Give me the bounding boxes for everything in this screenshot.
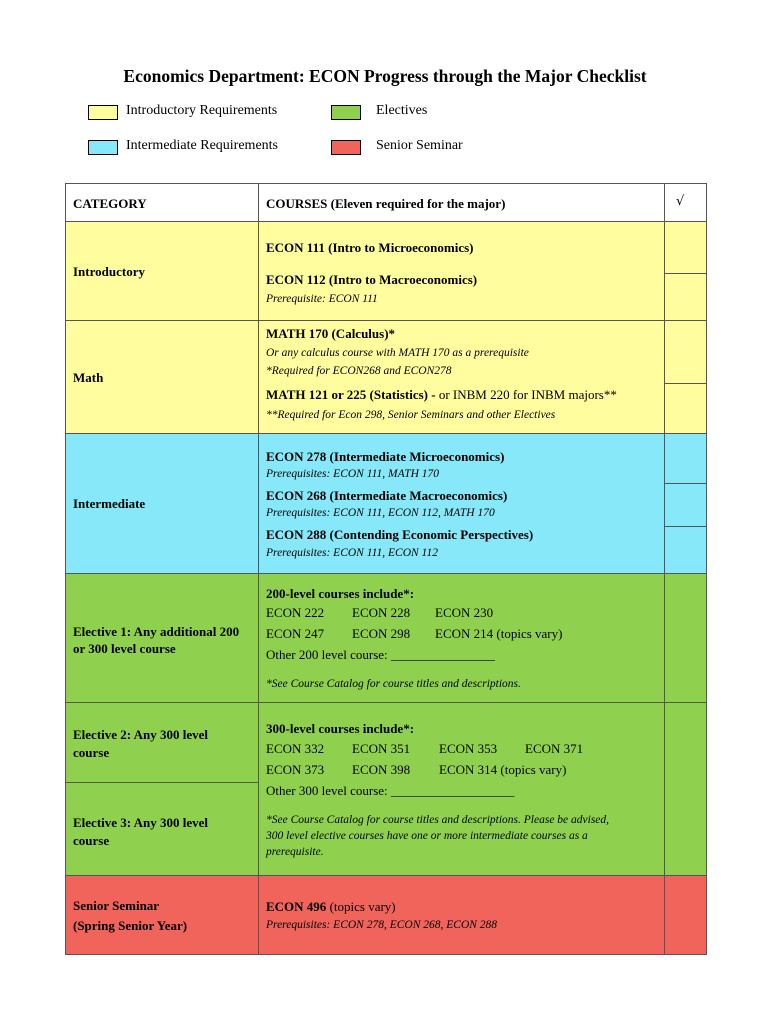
category-elective-2-line2: course <box>73 745 110 760</box>
checkbox-econ278[interactable] <box>669 439 703 479</box>
category-intermediate: Intermediate <box>73 496 146 511</box>
row-math <box>66 321 706 433</box>
checkbox-econ112[interactable] <box>669 277 703 317</box>
row-elective-1 <box>66 574 706 702</box>
legend-swatch-senior <box>331 140 361 155</box>
checkbox-math170[interactable] <box>669 326 703 378</box>
course-econ351: ECON 351 <box>352 741 411 756</box>
row-senior-seminar <box>66 876 706 954</box>
course-econ222: ECON 222 <box>266 605 325 620</box>
category-introductory: Introductory <box>73 264 145 279</box>
prereq-econ496: Prerequisites: ECON 278, ECON 268, ECON 288 <box>266 919 498 931</box>
legend-label-senior: Senior Seminar <box>376 138 463 153</box>
course-econ111: ECON 111 (Intro to Microeconomics) <box>266 240 474 255</box>
course-econ398: ECON 398 <box>352 762 411 777</box>
course-econ314: ECON 314 (topics vary) <box>439 762 567 777</box>
prereq-econ112: Prerequisite: ECON 111 <box>266 293 378 305</box>
legend-label-introductory: Introductory Requirements <box>126 103 278 118</box>
course-econ496: ECON 496 (topics vary) <box>266 899 396 914</box>
legend-swatch-intermediate <box>88 140 118 155</box>
category-senior-line2: (Spring Senior Year) <box>73 918 188 933</box>
checkbox-elective-2-3[interactable] <box>669 708 703 870</box>
elective-3-note-line3: prerequisite. <box>266 846 324 858</box>
course-econ288: ECON 288 (Contending Economic Perspectives) <box>266 527 534 542</box>
category-elective-1-line1: Elective 1: Any additional 200 <box>73 624 240 639</box>
elective-2-heading: 300-level courses include*: <box>266 721 415 736</box>
category-senior-line1: Senior Seminar <box>73 898 160 913</box>
prereq-econ288: Prerequisites: ECON 111, ECON 112 <box>266 547 438 559</box>
course-econ112: ECON 112 (Intro to Macroeconomics) <box>266 272 478 287</box>
prereq-econ268: Prerequisites: ECON 111, ECON 112, MATH 170 <box>266 507 495 519</box>
legend-swatch-introductory <box>88 105 118 120</box>
elective-2-other: Other 300 level course: ___________________ <box>266 783 515 798</box>
header-check-mark: √ <box>676 194 685 209</box>
legend-label-intermediate: Intermediate Requirements <box>126 138 278 153</box>
elective-3-note-line2: 300 level elective courses have one or more intermediate courses as a <box>266 830 588 842</box>
course-math121: MATH 121 or 225 (Statistics) - or INBM 220 for INBM majors** <box>266 387 617 402</box>
note-math170-required: *Required for ECON268 and ECON278 <box>266 365 452 377</box>
category-math: Math <box>73 370 104 385</box>
category-elective-3-line1: Elective 3: Any 300 level <box>73 815 209 830</box>
checkbox-elective-1[interactable] <box>669 579 703 697</box>
page-title: Economics Department: ECON Progress through the Major Checklist <box>123 66 647 86</box>
prereq-econ278: Prerequisites: ECON 111, MATH 170 <box>266 468 440 480</box>
row-intermediate <box>66 434 706 573</box>
course-econ373: ECON 373 <box>266 762 325 777</box>
row-introductory <box>66 222 706 320</box>
course-econ214: ECON 214 (topics vary) <box>435 626 563 641</box>
course-econ247: ECON 247 <box>266 626 325 641</box>
elective-1-note: *See Course Catalog for course titles and descriptions. <box>266 678 521 690</box>
row-elective-2-3 <box>66 703 706 875</box>
legend-label-electives: Electives <box>376 103 428 118</box>
checkbox-senior-seminar[interactable] <box>669 881 703 949</box>
note-math170-any-calculus: Or any calculus course with MATH 170 as a prerequisite <box>266 347 529 359</box>
elective-1-other: Other 200 level course: ________________ <box>266 647 495 662</box>
course-econ278: ECON 278 (Intermediate Microeconomics) <box>266 449 505 464</box>
course-econ268: ECON 268 (Intermediate Macroeconomics) <box>266 488 508 503</box>
course-econ353: ECON 353 <box>439 741 498 756</box>
course-econ332: ECON 332 <box>266 741 325 756</box>
header-category: CATEGORY <box>73 196 147 211</box>
course-econ371: ECON 371 <box>525 741 584 756</box>
elective-1-heading: 200-level courses include*: <box>266 586 415 601</box>
course-math170: MATH 170 (Calculus)* <box>266 326 396 341</box>
elective-3-note-line1: *See Course Catalog for course titles and descriptions. Please be advised, <box>266 814 610 826</box>
table-header-row <box>66 184 706 221</box>
course-econ228: ECON 228 <box>352 605 411 620</box>
checklist-table <box>65 183 707 955</box>
category-elective-3-line2: course <box>73 833 110 848</box>
header-courses: COURSES (Eleven required for the major) <box>266 196 506 211</box>
course-econ230: ECON 230 <box>435 605 494 620</box>
checkbox-econ111[interactable] <box>669 228 703 268</box>
legend-swatch-electives <box>331 105 361 120</box>
category-elective-2-line1: Elective 2: Any 300 level <box>73 727 209 742</box>
note-math121: **Required for Econ 298, Senior Seminars and other Electives <box>266 409 556 421</box>
course-econ298: ECON 298 <box>352 626 411 641</box>
checkbox-econ288[interactable] <box>669 530 703 568</box>
checkbox-math121[interactable] <box>669 387 703 429</box>
checkbox-econ268[interactable] <box>669 487 703 522</box>
category-elective-1-line2: or 300 level course <box>73 641 176 656</box>
